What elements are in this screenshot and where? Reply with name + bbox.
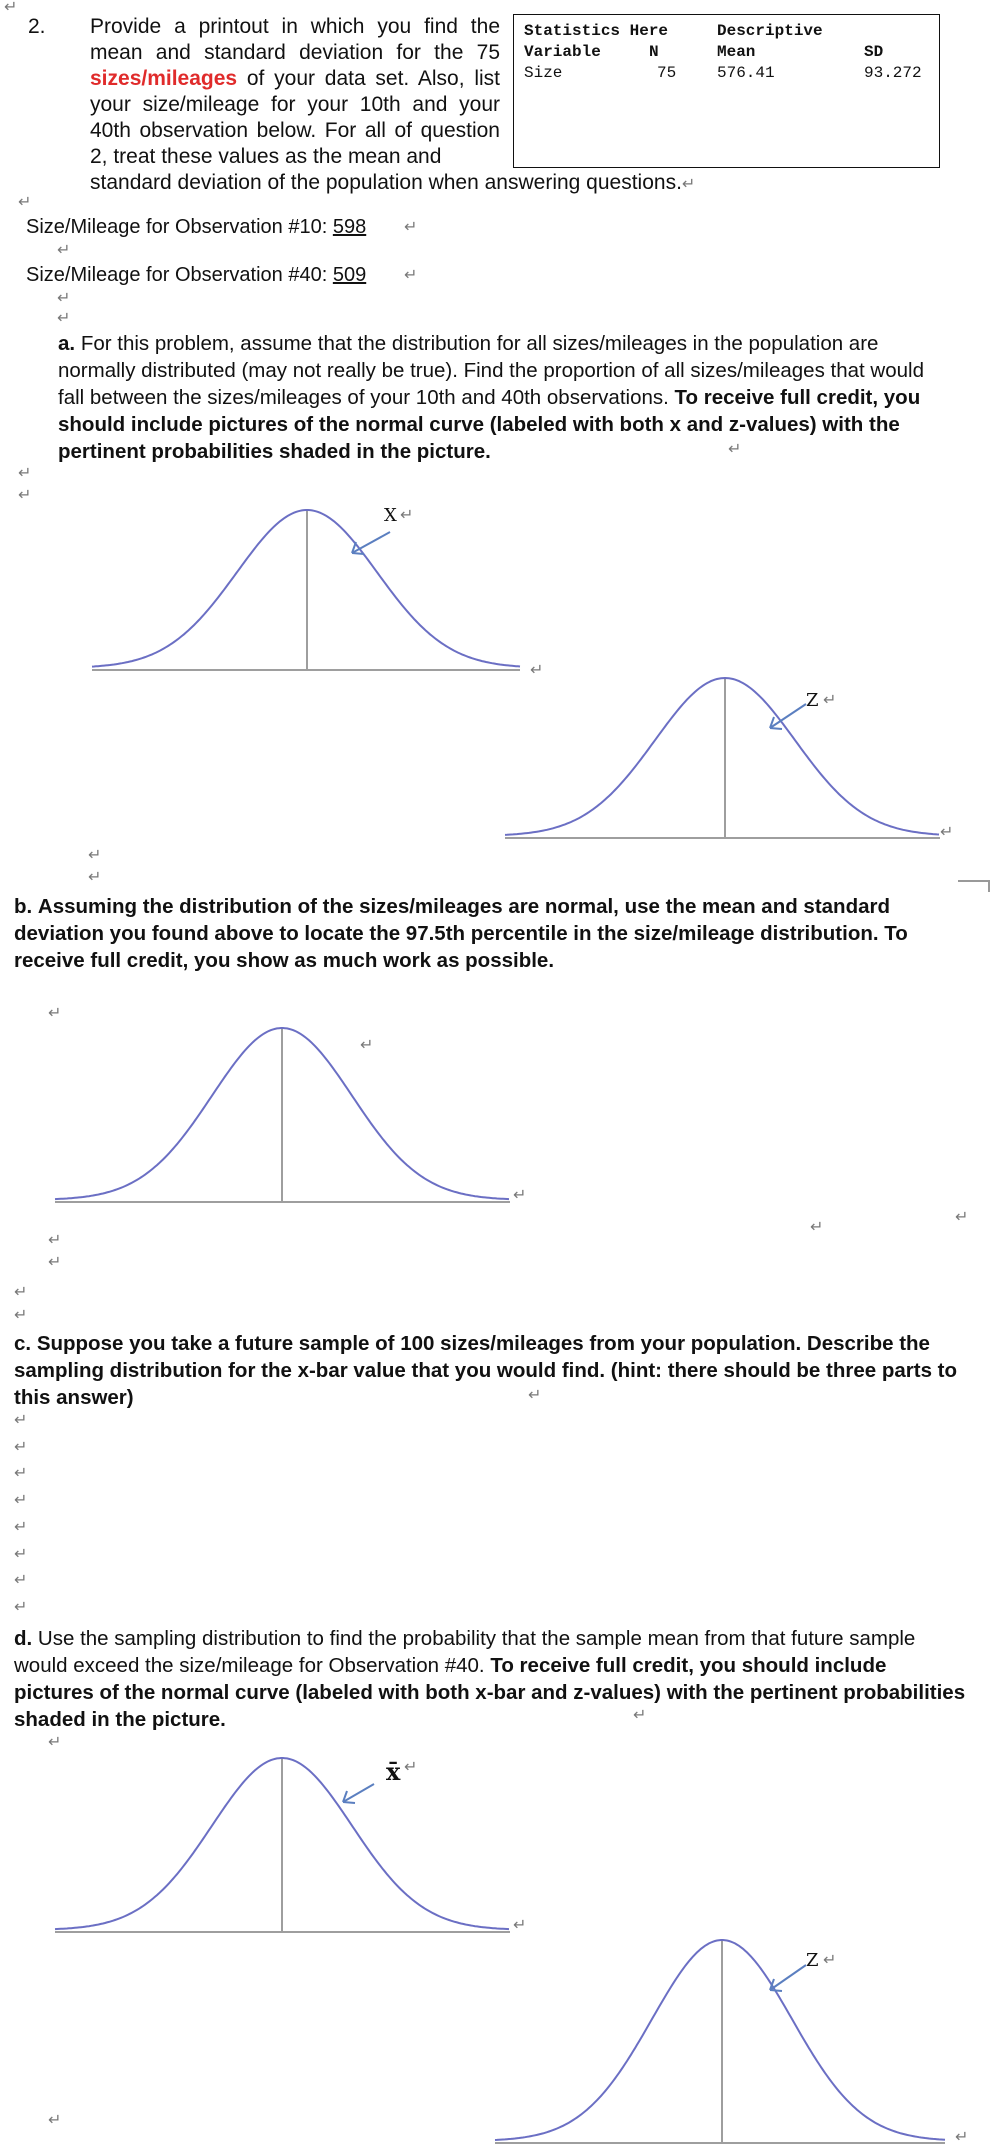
return-mark: ↵: [57, 308, 71, 327]
part-a-bold-text: To receive full credit, you should include pictures of the normal curve (labeled with both x and z-values) with the pertinent probabilities shaded in the picture.: [58, 386, 921, 463]
part-a-text: For this problem, assume that the distribution for all sizes/mileages in the population are normally distributed (may not really be true). Find the proportion of all sizes/mileages that would fall between the sizes/mileages of your 10th and 40th observations.: [58, 332, 924, 409]
stats-header-variable: Variable: [524, 43, 601, 61]
curve-d1-xbar-label: x̄: [386, 1757, 401, 1786]
part-a-label: a.: [58, 332, 76, 355]
return-mark: ↵: [48, 1230, 62, 1249]
return-mark: ↵: [14, 1517, 28, 1536]
return-mark: ↵: [404, 217, 418, 236]
return-mark: ↵: [48, 1732, 62, 1751]
return-mark: ↵: [810, 1217, 824, 1236]
return-mark: ↵: [633, 1705, 647, 1724]
stats-cell-sd: 93.272: [864, 64, 922, 82]
return-mark: ↵: [4, 0, 18, 16]
return-mark: ↵: [528, 1385, 542, 1404]
curve-a2-z-label: Z: [806, 690, 819, 711]
return-mark: ↵: [14, 1570, 28, 1589]
return-mark: ↵: [14, 1463, 28, 1482]
stats-title-left: Statistics Here: [524, 22, 669, 40]
return-mark: ↵: [681, 174, 696, 193]
question-number: 2.: [28, 15, 46, 38]
observation-value: 598: [332, 216, 367, 238]
observation-value: 509: [332, 264, 367, 286]
curve-d2-bell: [495, 1940, 945, 2140]
part-b-text: Assuming the distribution of the sizes/mileages are normal, use the mean and standard deviation you found above to locate the 97.5th percentile in the size/mileage distribution. To receive full credit, you show as much work as possible.: [14, 895, 908, 972]
stats-cell-mean: 576.41: [717, 64, 775, 82]
return-mark: ↵: [513, 1915, 527, 1934]
return-mark: ↵: [18, 463, 32, 482]
curve-d2-arrow: [770, 1965, 806, 1990]
intro-red-text: sizes/mileages: [90, 67, 238, 90]
return-mark: ↵: [57, 240, 71, 259]
stats-title-right: Descriptive: [717, 22, 823, 40]
return-mark: ↵: [48, 2110, 62, 2129]
return-mark: ↵: [404, 1757, 418, 1776]
return-mark: ↵: [14, 1597, 28, 1616]
return-mark: ↵: [360, 1035, 374, 1054]
return-mark: ↵: [940, 822, 954, 841]
return-mark: ↵: [955, 2127, 969, 2146]
stats-cell-variable: Size: [524, 64, 563, 82]
part-d-bold-text: To receive full credit, you should include pictures of the normal curve (labeled with both x-bar and z-values) with the pertinent probabilities shaded in the picture.: [14, 1654, 966, 1731]
part-b-label: b.: [14, 895, 33, 918]
return-mark: ↵: [14, 1410, 28, 1429]
stats-header-mean: Mean: [717, 43, 756, 61]
return-mark: ↵: [513, 1185, 527, 1204]
curve-a1-x-label: X: [384, 505, 397, 526]
return-mark: ↵: [14, 1490, 28, 1509]
return-mark: ↵: [404, 265, 418, 284]
return-mark: ↵: [14, 1282, 28, 1301]
curve-a2-arrow: [770, 704, 806, 728]
curve-d1-arrow: [343, 1784, 374, 1802]
return-mark: ↵: [955, 1207, 969, 1226]
part-c-text: Suppose you take a future sample of 100 sizes/mileages from your population. Describe the sampling distribution for the x-bar value that you would find. (hint: there should be three parts to this answer): [14, 1332, 958, 1409]
return-mark: ↵: [400, 505, 414, 524]
return-mark: ↵: [14, 1305, 28, 1324]
return-mark: ↵: [48, 1252, 62, 1271]
return-mark: ↵: [18, 485, 32, 504]
curve-a1-arrow: [352, 532, 390, 553]
intro-tail-text: standard deviation of the population when answering questions.: [90, 171, 682, 194]
intro-text-1: Provide a printout in which you find the mean and standard deviation for the 75: [90, 15, 500, 64]
stats-cell-n: 75: [657, 64, 677, 82]
return-mark: ↵: [48, 1003, 62, 1022]
observation-label: Size/Mileage for Observation #40:: [26, 264, 328, 286]
part-c-label: c.: [14, 1332, 32, 1355]
return-mark: ↵: [88, 867, 102, 886]
return-mark: ↵: [88, 845, 102, 864]
return-mark: ↵: [530, 660, 544, 679]
intro-text-2: of your data set. Also, list your size/mileage for your 10th and your 40th observation below. For all of question 2, treat these values as the mean and: [90, 67, 501, 168]
return-mark: ↵: [14, 1544, 28, 1563]
return-mark: ↵: [57, 288, 71, 307]
return-mark: ↵: [14, 1437, 28, 1456]
observation-label: Size/Mileage for Observation #10:: [26, 216, 328, 238]
part-d-text: Use the sampling distribution to find the probability that the sample mean from that future sample would exceed the size/mileage for Observation #40.: [14, 1627, 916, 1677]
return-mark: ↵: [823, 690, 837, 709]
return-mark: ↵: [728, 439, 742, 458]
return-mark: ↵: [18, 192, 32, 211]
stats-header-n: N: [649, 43, 659, 61]
part-d-label: d.: [14, 1627, 33, 1650]
curve-a2-bell: [505, 678, 939, 835]
curve-d2-z-label: Z: [806, 1950, 819, 1971]
stats-header-sd: SD: [864, 43, 884, 61]
return-mark: ↵: [823, 1950, 837, 1969]
